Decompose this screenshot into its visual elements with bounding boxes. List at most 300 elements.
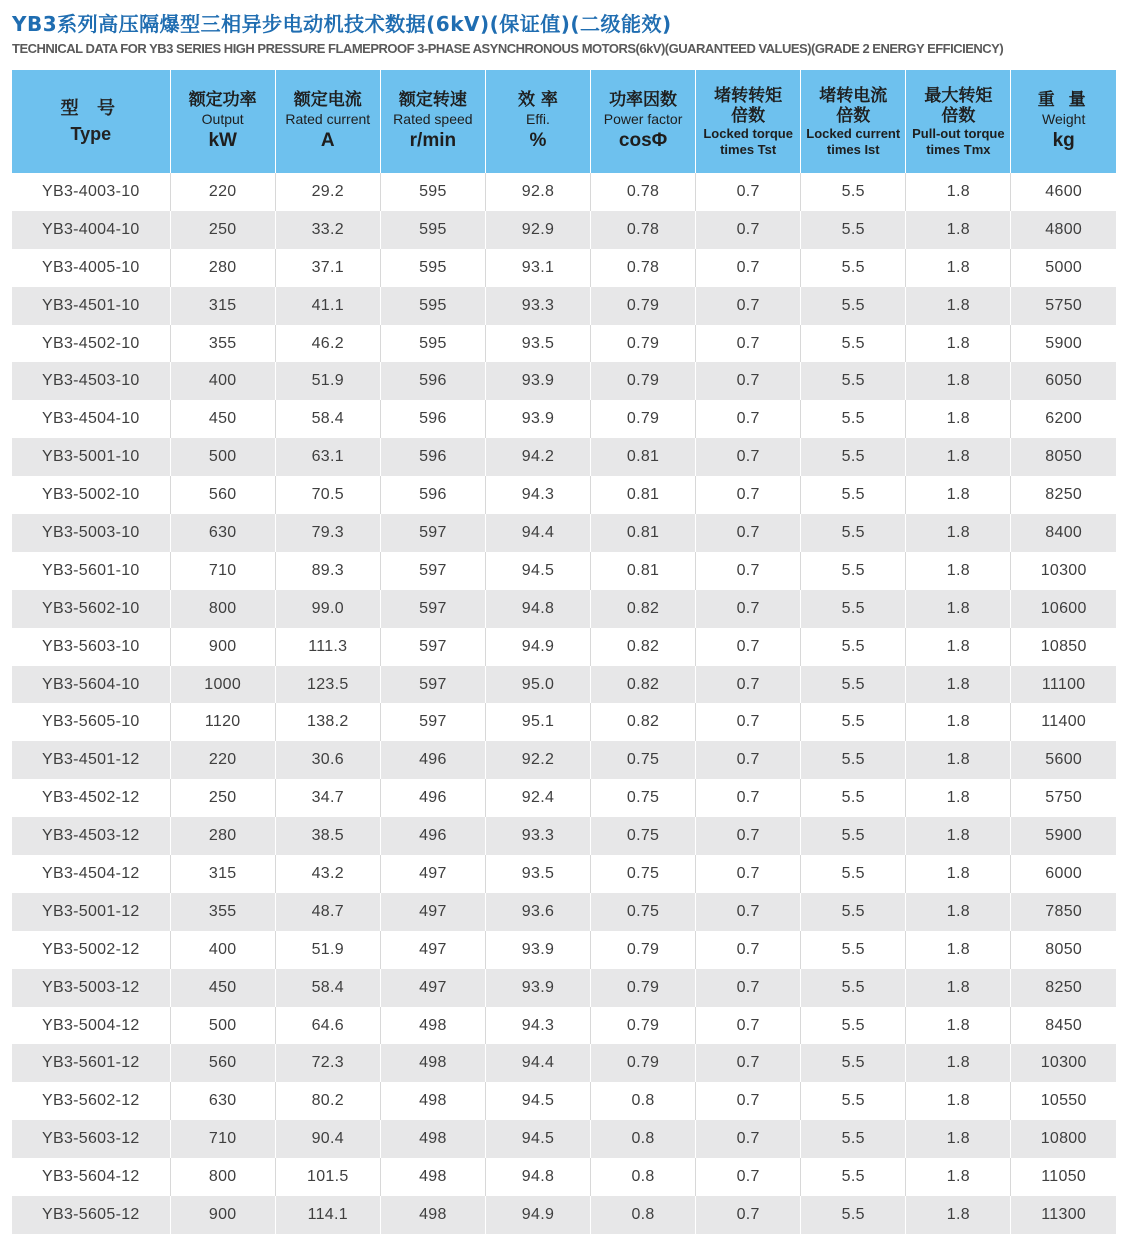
cell-locked-torque: 0.7 bbox=[696, 1196, 801, 1234]
cell-efficiency: 94.9 bbox=[485, 628, 590, 666]
cell-pullout-torque: 1.8 bbox=[906, 400, 1011, 438]
cell-pullout-torque: 1.8 bbox=[906, 552, 1011, 590]
cell-output: 220 bbox=[170, 173, 275, 211]
cell-pullout-torque: 1.8 bbox=[906, 817, 1011, 855]
header-power-factor bbox=[591, 70, 696, 173]
cell-locked-torque: 0.7 bbox=[696, 703, 801, 741]
cell-weight: 5000 bbox=[1011, 249, 1116, 287]
technical-data-table bbox=[12, 70, 1116, 1234]
cell-power-factor: 0.75 bbox=[591, 893, 696, 931]
header-locked-current bbox=[801, 70, 906, 173]
cell-type: YB3-5001-10 bbox=[12, 438, 170, 476]
cell-output: 560 bbox=[170, 476, 275, 514]
cell-pullout-torque: 1.8 bbox=[906, 1120, 1011, 1158]
cell-locked-torque: 0.7 bbox=[696, 1044, 801, 1082]
header-weight bbox=[1011, 70, 1116, 173]
cell-locked-torque: 0.7 bbox=[696, 438, 801, 476]
cell-speed: 496 bbox=[380, 779, 485, 817]
cell-current: 37.1 bbox=[275, 249, 380, 287]
cell-type: YB3-5002-10 bbox=[12, 476, 170, 514]
header-speed-cn: 额定转速 bbox=[398, 89, 467, 110]
table-row bbox=[12, 1158, 1116, 1196]
cell-speed: 595 bbox=[380, 211, 485, 249]
cell-efficiency: 93.3 bbox=[485, 287, 590, 325]
cell-current: 90.4 bbox=[275, 1120, 380, 1158]
cell-output: 355 bbox=[170, 893, 275, 931]
header-speed bbox=[380, 70, 485, 173]
cell-weight: 10300 bbox=[1011, 1044, 1116, 1082]
cell-speed: 498 bbox=[380, 1196, 485, 1234]
cell-current: 123.5 bbox=[275, 666, 380, 704]
cell-type: YB3-4502-10 bbox=[12, 325, 170, 363]
cell-locked-current: 5.5 bbox=[801, 552, 906, 590]
cell-weight: 8400 bbox=[1011, 514, 1116, 552]
header-weight-cn: 重 量 bbox=[1037, 89, 1090, 110]
cell-pullout-torque: 1.8 bbox=[906, 893, 1011, 931]
cell-type: YB3-5603-12 bbox=[12, 1120, 170, 1158]
cell-weight: 8050 bbox=[1011, 438, 1116, 476]
cell-pullout-torque: 1.8 bbox=[906, 514, 1011, 552]
cell-efficiency: 93.1 bbox=[485, 249, 590, 287]
cell-type: YB3-5604-12 bbox=[12, 1158, 170, 1196]
cell-efficiency: 92.8 bbox=[485, 173, 590, 211]
cell-efficiency: 94.2 bbox=[485, 438, 590, 476]
cell-power-factor: 0.82 bbox=[591, 590, 696, 628]
cell-locked-torque: 0.7 bbox=[696, 779, 801, 817]
cell-locked-current: 5.5 bbox=[801, 325, 906, 363]
cell-power-factor: 0.81 bbox=[591, 514, 696, 552]
cell-power-factor: 0.8 bbox=[591, 1082, 696, 1120]
cell-pullout-torque: 1.8 bbox=[906, 287, 1011, 325]
cell-output: 280 bbox=[170, 817, 275, 855]
cell-locked-current: 5.5 bbox=[801, 931, 906, 969]
cell-speed: 497 bbox=[380, 893, 485, 931]
cell-type: YB3-5601-10 bbox=[12, 552, 170, 590]
cell-current: 58.4 bbox=[275, 969, 380, 1007]
cell-output: 315 bbox=[170, 855, 275, 893]
cell-locked-current: 5.5 bbox=[801, 287, 906, 325]
cell-locked-torque: 0.7 bbox=[696, 931, 801, 969]
cell-locked-torque: 0.7 bbox=[696, 552, 801, 590]
cell-speed: 595 bbox=[380, 249, 485, 287]
cell-locked-current: 5.5 bbox=[801, 400, 906, 438]
cell-output: 1120 bbox=[170, 703, 275, 741]
cell-speed: 596 bbox=[380, 362, 485, 400]
cell-type: YB3-4501-10 bbox=[12, 287, 170, 325]
cell-power-factor: 0.78 bbox=[591, 249, 696, 287]
cell-locked-torque: 0.7 bbox=[696, 1007, 801, 1045]
header-pullout-torque-en: Pull-out torque bbox=[912, 125, 1005, 141]
header-locked-current-en: Locked current bbox=[806, 125, 901, 141]
cell-type: YB3-4004-10 bbox=[12, 211, 170, 249]
cell-weight: 11400 bbox=[1011, 703, 1116, 741]
cell-weight: 6050 bbox=[1011, 362, 1116, 400]
cell-efficiency: 92.4 bbox=[485, 779, 590, 817]
cell-locked-current: 5.5 bbox=[801, 1158, 906, 1196]
cell-weight: 5900 bbox=[1011, 817, 1116, 855]
cell-weight: 6000 bbox=[1011, 855, 1116, 893]
cell-type: YB3-5603-10 bbox=[12, 628, 170, 666]
cell-power-factor: 0.79 bbox=[591, 325, 696, 363]
cell-locked-current: 5.5 bbox=[801, 249, 906, 287]
cell-power-factor: 0.78 bbox=[591, 211, 696, 249]
cell-output: 450 bbox=[170, 400, 275, 438]
page-title: YB3系列高压隔爆型三相异步电动机技术数据(6kV)(保证值)(二级能效) bbox=[12, 12, 672, 36]
cell-pullout-torque: 1.8 bbox=[906, 1196, 1011, 1234]
cell-type: YB3-4504-10 bbox=[12, 400, 170, 438]
header-power-factor-en: Power factor bbox=[603, 110, 683, 127]
cell-speed: 498 bbox=[380, 1158, 485, 1196]
cell-locked-current: 5.5 bbox=[801, 1044, 906, 1082]
cell-weight: 5750 bbox=[1011, 779, 1116, 817]
cell-output: 900 bbox=[170, 628, 275, 666]
header-current bbox=[275, 70, 380, 173]
cell-type: YB3-5602-12 bbox=[12, 1082, 170, 1120]
table-row bbox=[12, 552, 1116, 590]
cell-type: YB3-4005-10 bbox=[12, 249, 170, 287]
header-pullout-torque bbox=[906, 70, 1011, 173]
cell-output: 500 bbox=[170, 1007, 275, 1045]
cell-locked-torque: 0.7 bbox=[696, 817, 801, 855]
cell-locked-current: 5.5 bbox=[801, 817, 906, 855]
cell-speed: 498 bbox=[380, 1120, 485, 1158]
cell-efficiency: 94.5 bbox=[485, 1120, 590, 1158]
cell-pullout-torque: 1.8 bbox=[906, 590, 1011, 628]
cell-current: 89.3 bbox=[275, 552, 380, 590]
header-locked-torque bbox=[696, 70, 801, 173]
header-power-factor-cn: 功率因数 bbox=[609, 89, 678, 110]
cell-current: 111.3 bbox=[275, 628, 380, 666]
cell-locked-current: 5.5 bbox=[801, 1007, 906, 1045]
cell-efficiency: 94.4 bbox=[485, 1044, 590, 1082]
cell-current: 51.9 bbox=[275, 931, 380, 969]
table-row bbox=[12, 741, 1116, 779]
cell-output: 800 bbox=[170, 1158, 275, 1196]
cell-current: 48.7 bbox=[275, 893, 380, 931]
header-type-cn: 型 号 bbox=[60, 97, 121, 119]
cell-output: 250 bbox=[170, 211, 275, 249]
table-row bbox=[12, 628, 1116, 666]
cell-power-factor: 0.79 bbox=[591, 931, 696, 969]
cell-speed: 597 bbox=[380, 552, 485, 590]
cell-pullout-torque: 1.8 bbox=[906, 173, 1011, 211]
header-type bbox=[12, 70, 170, 173]
cell-weight: 11050 bbox=[1011, 1158, 1116, 1196]
cell-locked-current: 5.5 bbox=[801, 173, 906, 211]
cell-locked-torque: 0.7 bbox=[696, 287, 801, 325]
table-row bbox=[12, 249, 1116, 287]
cell-power-factor: 0.75 bbox=[591, 779, 696, 817]
cell-current: 34.7 bbox=[275, 779, 380, 817]
cell-type: YB3-4501-12 bbox=[12, 741, 170, 779]
cell-efficiency: 93.3 bbox=[485, 817, 590, 855]
cell-pullout-torque: 1.8 bbox=[906, 855, 1011, 893]
cell-power-factor: 0.79 bbox=[591, 400, 696, 438]
cell-efficiency: 94.8 bbox=[485, 1158, 590, 1196]
table-row bbox=[12, 514, 1116, 552]
cell-locked-torque: 0.7 bbox=[696, 1120, 801, 1158]
cell-efficiency: 94.8 bbox=[485, 590, 590, 628]
cell-current: 70.5 bbox=[275, 476, 380, 514]
cell-output: 250 bbox=[170, 779, 275, 817]
cell-weight: 10600 bbox=[1011, 590, 1116, 628]
cell-output: 450 bbox=[170, 969, 275, 1007]
cell-output: 220 bbox=[170, 741, 275, 779]
header-efficiency bbox=[485, 70, 590, 173]
table-row bbox=[12, 400, 1116, 438]
cell-locked-current: 5.5 bbox=[801, 1082, 906, 1120]
table-row bbox=[12, 931, 1116, 969]
cell-output: 630 bbox=[170, 1082, 275, 1120]
cell-weight: 8050 bbox=[1011, 931, 1116, 969]
table-row bbox=[12, 1082, 1116, 1120]
cell-type: YB3-4502-12 bbox=[12, 779, 170, 817]
cell-speed: 597 bbox=[380, 666, 485, 704]
cell-current: 138.2 bbox=[275, 703, 380, 741]
header-locked-torque-unit: times Tst bbox=[720, 141, 777, 157]
cell-type: YB3-5003-10 bbox=[12, 514, 170, 552]
cell-locked-torque: 0.7 bbox=[696, 893, 801, 931]
cell-efficiency: 93.6 bbox=[485, 893, 590, 931]
header-weight-unit: kg bbox=[1052, 129, 1075, 151]
header-efficiency-unit: % bbox=[529, 129, 547, 151]
cell-speed: 498 bbox=[380, 1082, 485, 1120]
cell-type: YB3-4503-10 bbox=[12, 362, 170, 400]
cell-current: 51.9 bbox=[275, 362, 380, 400]
cell-speed: 497 bbox=[380, 855, 485, 893]
cell-efficiency: 93.9 bbox=[485, 969, 590, 1007]
cell-speed: 597 bbox=[380, 703, 485, 741]
cell-locked-current: 5.5 bbox=[801, 855, 906, 893]
cell-speed: 597 bbox=[380, 514, 485, 552]
cell-output: 400 bbox=[170, 362, 275, 400]
cell-locked-current: 5.5 bbox=[801, 703, 906, 741]
cell-locked-current: 5.5 bbox=[801, 628, 906, 666]
cell-speed: 498 bbox=[380, 1007, 485, 1045]
cell-efficiency: 92.9 bbox=[485, 211, 590, 249]
cell-efficiency: 94.3 bbox=[485, 1007, 590, 1045]
cell-current: 30.6 bbox=[275, 741, 380, 779]
cell-locked-current: 5.5 bbox=[801, 514, 906, 552]
cell-efficiency: 93.5 bbox=[485, 855, 590, 893]
cell-output: 400 bbox=[170, 931, 275, 969]
cell-power-factor: 0.82 bbox=[591, 628, 696, 666]
cell-type: YB3-5604-10 bbox=[12, 666, 170, 704]
cell-speed: 497 bbox=[380, 931, 485, 969]
cell-efficiency: 95.1 bbox=[485, 703, 590, 741]
cell-power-factor: 0.79 bbox=[591, 969, 696, 1007]
cell-pullout-torque: 1.8 bbox=[906, 779, 1011, 817]
table-row bbox=[12, 476, 1116, 514]
cell-locked-torque: 0.7 bbox=[696, 590, 801, 628]
cell-power-factor: 0.82 bbox=[591, 666, 696, 704]
page-subtitle: TECHNICAL DATA FOR YB3 SERIES HIGH PRESSURE FLAMEPROOF 3-PHASE ASYNCHRONOUS MOTORS(6kV)(GUARANTEED VALUES)(GRADE 2 ENERGY EFFICIENCY) bbox=[12, 41, 1004, 56]
cell-type: YB3-4003-10 bbox=[12, 173, 170, 211]
header-weight-en: Weight bbox=[1042, 110, 1086, 127]
cell-efficiency: 94.9 bbox=[485, 1196, 590, 1234]
table-row bbox=[12, 1120, 1116, 1158]
cell-power-factor: 0.81 bbox=[591, 552, 696, 590]
cell-weight: 5900 bbox=[1011, 325, 1116, 363]
cell-pullout-torque: 1.8 bbox=[906, 476, 1011, 514]
cell-current: 43.2 bbox=[275, 855, 380, 893]
cell-output: 630 bbox=[170, 514, 275, 552]
cell-type: YB3-4504-12 bbox=[12, 855, 170, 893]
table-row bbox=[12, 362, 1116, 400]
cell-efficiency: 93.9 bbox=[485, 362, 590, 400]
cell-output: 355 bbox=[170, 325, 275, 363]
cell-output: 900 bbox=[170, 1196, 275, 1234]
cell-speed: 595 bbox=[380, 173, 485, 211]
cell-locked-torque: 0.7 bbox=[696, 476, 801, 514]
table-row bbox=[12, 666, 1116, 704]
cell-locked-torque: 0.7 bbox=[696, 249, 801, 287]
cell-locked-current: 5.5 bbox=[801, 969, 906, 1007]
cell-locked-current: 5.5 bbox=[801, 1120, 906, 1158]
cell-locked-torque: 0.7 bbox=[696, 855, 801, 893]
cell-locked-torque: 0.7 bbox=[696, 666, 801, 704]
cell-type: YB3-5605-10 bbox=[12, 703, 170, 741]
cell-weight: 8450 bbox=[1011, 1007, 1116, 1045]
cell-type: YB3-5003-12 bbox=[12, 969, 170, 1007]
cell-speed: 596 bbox=[380, 438, 485, 476]
header-locked-torque-en: Locked torque bbox=[703, 125, 793, 141]
cell-output: 500 bbox=[170, 438, 275, 476]
cell-power-factor: 0.78 bbox=[591, 173, 696, 211]
cell-current: 46.2 bbox=[275, 325, 380, 363]
cell-speed: 595 bbox=[380, 325, 485, 363]
cell-current: 38.5 bbox=[275, 817, 380, 855]
header-output-cn: 额定功率 bbox=[188, 89, 257, 110]
cell-power-factor: 0.82 bbox=[591, 703, 696, 741]
cell-weight: 6200 bbox=[1011, 400, 1116, 438]
cell-speed: 597 bbox=[380, 590, 485, 628]
cell-speed: 596 bbox=[380, 476, 485, 514]
cell-locked-torque: 0.7 bbox=[696, 969, 801, 1007]
header-type-en: Type bbox=[70, 123, 112, 144]
cell-efficiency: 95.0 bbox=[485, 666, 590, 704]
cell-speed: 498 bbox=[380, 1044, 485, 1082]
cell-weight: 10300 bbox=[1011, 552, 1116, 590]
cell-speed: 596 bbox=[380, 400, 485, 438]
cell-pullout-torque: 1.8 bbox=[906, 741, 1011, 779]
table-row bbox=[12, 287, 1116, 325]
cell-speed: 497 bbox=[380, 969, 485, 1007]
cell-weight: 5750 bbox=[1011, 287, 1116, 325]
cell-type: YB3-5002-12 bbox=[12, 931, 170, 969]
cell-power-factor: 0.79 bbox=[591, 362, 696, 400]
cell-current: 80.2 bbox=[275, 1082, 380, 1120]
cell-locked-torque: 0.7 bbox=[696, 325, 801, 363]
cell-locked-current: 5.5 bbox=[801, 362, 906, 400]
header-pullout-torque-cn: 最大转矩倍数 bbox=[924, 85, 993, 126]
cell-power-factor: 0.8 bbox=[591, 1158, 696, 1196]
cell-power-factor: 0.79 bbox=[591, 1044, 696, 1082]
cell-locked-torque: 0.7 bbox=[696, 362, 801, 400]
cell-pullout-torque: 1.8 bbox=[906, 703, 1011, 741]
table-header-row bbox=[12, 70, 1116, 173]
table-row bbox=[12, 173, 1116, 211]
cell-weight: 4600 bbox=[1011, 173, 1116, 211]
cell-efficiency: 93.9 bbox=[485, 931, 590, 969]
header-power-factor-unit: cosΦ bbox=[618, 129, 668, 151]
header-speed-unit: r/min bbox=[409, 129, 457, 151]
cell-power-factor: 0.81 bbox=[591, 438, 696, 476]
cell-power-factor: 0.75 bbox=[591, 855, 696, 893]
table-row bbox=[12, 1007, 1116, 1045]
cell-current: 58.4 bbox=[275, 400, 380, 438]
cell-locked-current: 5.5 bbox=[801, 438, 906, 476]
cell-weight: 10550 bbox=[1011, 1082, 1116, 1120]
cell-output: 800 bbox=[170, 590, 275, 628]
table-row bbox=[12, 703, 1116, 741]
header-current-en: Rated current bbox=[285, 110, 371, 127]
cell-type: YB3-5602-10 bbox=[12, 590, 170, 628]
cell-locked-torque: 0.7 bbox=[696, 211, 801, 249]
table-row bbox=[12, 211, 1116, 249]
cell-locked-torque: 0.7 bbox=[696, 400, 801, 438]
cell-pullout-torque: 1.8 bbox=[906, 249, 1011, 287]
cell-efficiency: 93.5 bbox=[485, 325, 590, 363]
cell-power-factor: 0.81 bbox=[591, 476, 696, 514]
cell-weight: 7850 bbox=[1011, 893, 1116, 931]
table-body bbox=[12, 173, 1116, 1234]
cell-speed: 496 bbox=[380, 741, 485, 779]
cell-pullout-torque: 1.8 bbox=[906, 969, 1011, 1007]
cell-speed: 496 bbox=[380, 817, 485, 855]
cell-current: 99.0 bbox=[275, 590, 380, 628]
cell-pullout-torque: 1.8 bbox=[906, 1158, 1011, 1196]
header-efficiency-cn: 效 率 bbox=[518, 89, 558, 110]
cell-locked-current: 5.5 bbox=[801, 666, 906, 704]
cell-current: 72.3 bbox=[275, 1044, 380, 1082]
cell-current: 63.1 bbox=[275, 438, 380, 476]
cell-locked-torque: 0.7 bbox=[696, 628, 801, 666]
cell-pullout-torque: 1.8 bbox=[906, 628, 1011, 666]
cell-current: 79.3 bbox=[275, 514, 380, 552]
cell-locked-current: 5.5 bbox=[801, 211, 906, 249]
cell-power-factor: 0.79 bbox=[591, 1007, 696, 1045]
cell-current: 33.2 bbox=[275, 211, 380, 249]
cell-pullout-torque: 1.8 bbox=[906, 362, 1011, 400]
cell-current: 64.6 bbox=[275, 1007, 380, 1045]
header-output-en: Output bbox=[201, 110, 244, 127]
cell-efficiency: 92.2 bbox=[485, 741, 590, 779]
cell-locked-torque: 0.7 bbox=[696, 1158, 801, 1196]
table-row bbox=[12, 438, 1116, 476]
table-row bbox=[12, 855, 1116, 893]
cell-type: YB3-5004-12 bbox=[12, 1007, 170, 1045]
cell-efficiency: 94.5 bbox=[485, 1082, 590, 1120]
table-row bbox=[12, 969, 1116, 1007]
header-current-unit: A bbox=[320, 129, 335, 151]
cell-power-factor: 0.75 bbox=[591, 741, 696, 779]
cell-locked-current: 5.5 bbox=[801, 779, 906, 817]
header-locked-current-cn: 堵转电流倍数 bbox=[819, 85, 888, 126]
header-pullout-torque-unit: times Tmx bbox=[926, 141, 991, 157]
cell-pullout-torque: 1.8 bbox=[906, 438, 1011, 476]
cell-locked-torque: 0.7 bbox=[696, 514, 801, 552]
cell-type: YB3-4503-12 bbox=[12, 817, 170, 855]
cell-speed: 595 bbox=[380, 287, 485, 325]
cell-efficiency: 94.4 bbox=[485, 514, 590, 552]
cell-type: YB3-5601-12 bbox=[12, 1044, 170, 1082]
cell-weight: 10800 bbox=[1011, 1120, 1116, 1158]
table-row bbox=[12, 817, 1116, 855]
cell-current: 101.5 bbox=[275, 1158, 380, 1196]
cell-locked-torque: 0.7 bbox=[696, 741, 801, 779]
cell-power-factor: 0.8 bbox=[591, 1120, 696, 1158]
